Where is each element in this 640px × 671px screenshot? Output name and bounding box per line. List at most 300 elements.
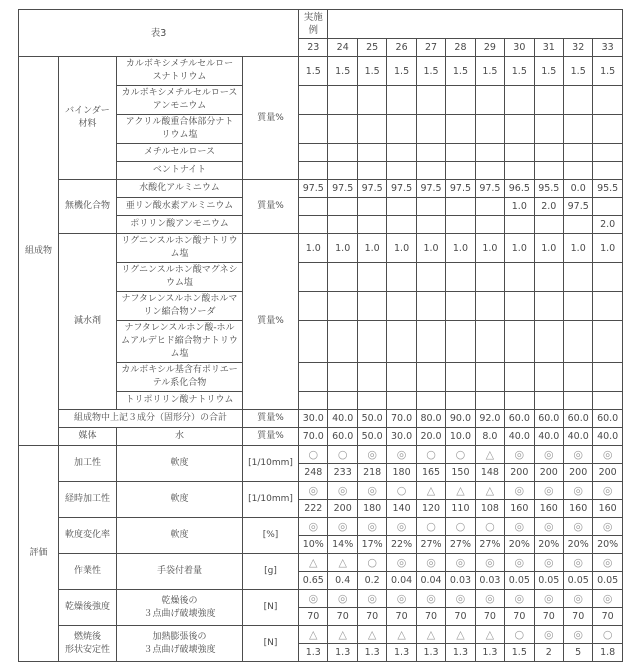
value-cell (387, 115, 416, 144)
value-cell: 60.0 (505, 410, 534, 428)
value-cell (416, 144, 445, 162)
example-column-header-32: 32 (563, 39, 592, 57)
grade-cell: ◎ (446, 554, 475, 572)
unit-cell: [g] (243, 554, 299, 590)
value-cell (416, 263, 445, 292)
value-cell (328, 86, 357, 115)
grade-cell: ◎ (563, 590, 592, 608)
value-cell: 70 (563, 608, 592, 626)
value-cell (475, 162, 504, 180)
grade-cell: △ (416, 626, 445, 644)
grade-cell: ◎ (534, 482, 563, 500)
value-cell (534, 86, 563, 115)
value-cell (446, 144, 475, 162)
value-cell: 1.3 (446, 644, 475, 662)
value-cell: 40.0 (328, 410, 357, 428)
grade-cell: ◎ (357, 590, 386, 608)
substance-name: カルボキシル基含有ポリエー テル系化合物 (117, 363, 243, 392)
value-cell: 0.05 (534, 572, 563, 590)
value-cell: 160 (563, 500, 592, 518)
value-cell: 180 (357, 500, 386, 518)
eval-category: 経時加工性 (59, 482, 117, 518)
substance-name: メチルセルロース (117, 144, 243, 162)
value-cell (387, 86, 416, 115)
value-cell (387, 263, 416, 292)
substance-name: リグニンスルホン酸ナトリウ ム塩 (117, 234, 243, 263)
value-cell (505, 363, 534, 392)
value-cell: 1.0 (563, 234, 592, 263)
grade-cell: △ (475, 626, 504, 644)
value-cell: 5 (563, 644, 592, 662)
grade-cell: ◎ (505, 554, 534, 572)
value-cell: 150 (446, 464, 475, 482)
grade-cell: ◎ (563, 446, 592, 464)
value-cell: 1.0 (357, 234, 386, 263)
value-cell (475, 115, 504, 144)
eval-item: 軟度 (117, 518, 243, 554)
value-cell: 0.03 (475, 572, 504, 590)
value-cell: 50.0 (357, 410, 386, 428)
grade-cell: ◎ (563, 626, 592, 644)
value-cell (505, 115, 534, 144)
value-cell (328, 392, 357, 410)
grade-cell: ◎ (534, 446, 563, 464)
value-cell: 1.5 (446, 57, 475, 86)
value-cell (416, 292, 445, 321)
value-cell (475, 292, 504, 321)
value-cell: 200 (328, 500, 357, 518)
value-cell (505, 292, 534, 321)
value-cell (299, 392, 328, 410)
value-cell: 70.0 (387, 410, 416, 428)
value-cell (357, 363, 386, 392)
value-cell (328, 321, 357, 363)
value-cell (534, 144, 563, 162)
value-cell (446, 292, 475, 321)
value-cell (357, 115, 386, 144)
value-cell: 1.0 (387, 234, 416, 263)
value-cell (446, 86, 475, 115)
grade-cell: ◎ (563, 518, 592, 536)
value-cell (416, 115, 445, 144)
value-cell (446, 321, 475, 363)
value-cell: 1.3 (328, 644, 357, 662)
value-cell (475, 198, 504, 216)
grade-cell: ◎ (534, 590, 563, 608)
value-cell: 60.0 (593, 410, 622, 428)
eval-item: 加熱膨張後の ３点曲げ破壊強度 (117, 626, 243, 662)
value-cell (387, 162, 416, 180)
value-cell: 1.5 (475, 57, 504, 86)
value-cell: 20.0 (416, 428, 445, 446)
value-cell (387, 198, 416, 216)
value-cell (416, 392, 445, 410)
substance-name: トリポリリン酸ナトリウム (117, 392, 243, 410)
value-cell: 10% (299, 536, 328, 554)
value-cell (328, 363, 357, 392)
value-cell: 1.0 (475, 234, 504, 263)
value-cell (593, 392, 622, 410)
grade-cell: ◎ (593, 554, 622, 572)
value-cell: 27% (475, 536, 504, 554)
unit-cell: 質量% (243, 410, 299, 428)
value-cell (563, 144, 592, 162)
grade-cell: ○ (505, 626, 534, 644)
grade-cell: ◎ (505, 446, 534, 464)
grade-cell: ○ (387, 482, 416, 500)
value-cell (505, 144, 534, 162)
grade-cell: △ (299, 626, 328, 644)
grade-cell: ○ (446, 446, 475, 464)
value-cell (299, 162, 328, 180)
grade-cell: △ (416, 482, 445, 500)
grade-cell: ◎ (416, 590, 445, 608)
value-cell (357, 198, 386, 216)
value-cell: 180 (387, 464, 416, 482)
value-cell: 1.0 (328, 234, 357, 263)
value-cell (563, 115, 592, 144)
value-cell: 110 (446, 500, 475, 518)
grade-cell: ◎ (475, 590, 504, 608)
value-cell (416, 86, 445, 115)
example-column-header-29: 29 (475, 39, 504, 57)
value-cell (357, 162, 386, 180)
value-cell (328, 216, 357, 234)
value-cell: 20% (563, 536, 592, 554)
value-cell (328, 292, 357, 321)
value-cell: 97.5 (446, 180, 475, 198)
substance-name: ポリリン酸アンモニウム (117, 216, 243, 234)
value-cell: 1.5 (505, 644, 534, 662)
grade-cell: △ (387, 626, 416, 644)
value-cell: 1.0 (534, 234, 563, 263)
substance-name: アクリル酸重合体部分ナト リウム塩 (117, 115, 243, 144)
value-cell: 165 (416, 464, 445, 482)
value-cell (563, 162, 592, 180)
value-cell: 97.5 (357, 180, 386, 198)
value-cell: 248 (299, 464, 328, 482)
value-cell: 0.05 (505, 572, 534, 590)
unit-cell: 質量% (243, 428, 299, 446)
value-cell: 0.0 (563, 180, 592, 198)
grade-cell: ○ (446, 518, 475, 536)
eval-category: 乾燥後強度 (59, 590, 117, 626)
value-cell (446, 198, 475, 216)
value-cell: 108 (475, 500, 504, 518)
unit-cell: 質量% (243, 180, 299, 234)
value-cell (475, 363, 504, 392)
value-cell: 200 (593, 464, 622, 482)
grade-cell: ◎ (387, 446, 416, 464)
value-cell: 140 (387, 500, 416, 518)
value-cell: 1.8 (593, 644, 622, 662)
value-cell (387, 321, 416, 363)
value-cell: 20% (534, 536, 563, 554)
unit-cell: [%] (243, 518, 299, 554)
grade-cell: ◎ (387, 590, 416, 608)
value-cell: 1.0 (505, 198, 534, 216)
substance-name: 水 (117, 428, 243, 446)
value-cell: 20% (593, 536, 622, 554)
value-cell (299, 144, 328, 162)
group-inorganic: 無機化合物 (59, 180, 117, 234)
eval-category: 燃焼後 形状安定性 (59, 626, 117, 662)
unit-cell: [1/10mm] (243, 446, 299, 482)
value-cell (357, 216, 386, 234)
value-cell: 80.0 (416, 410, 445, 428)
grade-cell: ◎ (593, 590, 622, 608)
value-cell (563, 363, 592, 392)
value-cell: 97.5 (387, 180, 416, 198)
value-cell: 97.5 (328, 180, 357, 198)
value-cell: 1.5 (534, 57, 563, 86)
grade-cell: ◎ (505, 518, 534, 536)
grade-cell: ◎ (328, 518, 357, 536)
value-cell (299, 86, 328, 115)
value-cell: 10.0 (446, 428, 475, 446)
value-cell: 148 (475, 464, 504, 482)
value-cell: 1.3 (387, 644, 416, 662)
unit-cell: [1/10mm] (243, 482, 299, 518)
value-cell: 0.05 (563, 572, 592, 590)
value-cell: 14% (328, 536, 357, 554)
examples-group-header: 実施例 (299, 10, 328, 39)
value-cell (328, 162, 357, 180)
unit-cell: [N] (243, 626, 299, 662)
value-cell: 40.0 (505, 428, 534, 446)
grade-cell: ○ (328, 446, 357, 464)
value-cell: 1.5 (328, 57, 357, 86)
grade-cell: ◎ (563, 482, 592, 500)
grade-cell: △ (446, 482, 475, 500)
value-cell (357, 292, 386, 321)
grade-cell: ◎ (563, 554, 592, 572)
value-cell: 70 (328, 608, 357, 626)
value-cell: 222 (299, 500, 328, 518)
grade-cell: ◎ (387, 518, 416, 536)
value-cell (357, 321, 386, 363)
value-cell (328, 115, 357, 144)
value-cell (505, 86, 534, 115)
eval-item: 軟度 (117, 482, 243, 518)
grade-cell: ◎ (299, 482, 328, 500)
value-cell: 160 (593, 500, 622, 518)
value-cell (534, 321, 563, 363)
value-cell (593, 292, 622, 321)
example-column-header-26: 26 (387, 39, 416, 57)
grade-cell: ◎ (505, 590, 534, 608)
example-column-header-30: 30 (505, 39, 534, 57)
value-cell: 1.5 (357, 57, 386, 86)
grade-cell: △ (357, 626, 386, 644)
value-cell: 60.0 (534, 410, 563, 428)
total-row-label: 組成物中上記３成分（固形分）の合計 (59, 410, 243, 428)
grade-cell: ◎ (475, 554, 504, 572)
value-cell (593, 363, 622, 392)
value-cell (328, 144, 357, 162)
value-cell: 0.65 (299, 572, 328, 590)
grade-cell: △ (446, 626, 475, 644)
value-cell: 70 (534, 608, 563, 626)
value-cell: 0.05 (593, 572, 622, 590)
value-cell (387, 292, 416, 321)
grade-cell: ◎ (593, 518, 622, 536)
value-cell: 40.0 (563, 428, 592, 446)
value-cell: 120 (416, 500, 445, 518)
unit-cell: 質量% (243, 57, 299, 180)
value-cell (328, 263, 357, 292)
example-column-header-25: 25 (357, 39, 386, 57)
value-cell (387, 392, 416, 410)
value-cell: 1.5 (563, 57, 592, 86)
value-cell: 1.0 (593, 234, 622, 263)
value-cell: 2.0 (534, 198, 563, 216)
substance-name: 水酸化アルミニウム (117, 180, 243, 198)
value-cell: 1.3 (357, 644, 386, 662)
substance-name: ナフタレンスルホン酸-ホル ムアルデヒド縮合物ナトリウ ム塩 (117, 321, 243, 363)
grade-cell: ○ (357, 554, 386, 572)
value-cell: 30.0 (387, 428, 416, 446)
value-cell (299, 115, 328, 144)
value-cell (328, 198, 357, 216)
value-cell: 1.5 (505, 57, 534, 86)
grade-cell: ◎ (299, 590, 328, 608)
grade-cell: ◎ (357, 482, 386, 500)
grade-cell: △ (328, 626, 357, 644)
value-cell: 200 (534, 464, 563, 482)
grade-cell: ◎ (593, 482, 622, 500)
value-cell: 50.0 (357, 428, 386, 446)
example-column-header-31: 31 (534, 39, 563, 57)
value-cell (534, 216, 563, 234)
value-cell: 95.5 (593, 180, 622, 198)
value-cell: 20% (505, 536, 534, 554)
value-cell (416, 216, 445, 234)
value-cell: 97.5 (299, 180, 328, 198)
value-cell (505, 392, 534, 410)
group-composition: 組成物 (19, 57, 59, 446)
value-cell: 70 (299, 608, 328, 626)
value-cell: 1.0 (446, 234, 475, 263)
eval-category: 軟度変化率 (59, 518, 117, 554)
value-cell: 70 (505, 608, 534, 626)
value-cell (534, 263, 563, 292)
value-cell (475, 263, 504, 292)
value-cell: 0.2 (357, 572, 386, 590)
grade-cell: ◎ (328, 590, 357, 608)
value-cell (593, 162, 622, 180)
value-cell: 200 (505, 464, 534, 482)
value-cell (357, 263, 386, 292)
substance-name: ベントナイト (117, 162, 243, 180)
value-cell: 160 (505, 500, 534, 518)
value-cell: 97.5 (475, 180, 504, 198)
value-cell (299, 263, 328, 292)
grade-cell: ○ (416, 446, 445, 464)
value-cell: 70.0 (299, 428, 328, 446)
grade-cell: ◎ (505, 482, 534, 500)
value-cell: 0.04 (416, 572, 445, 590)
value-cell (534, 162, 563, 180)
eval-category: 加工性 (59, 446, 117, 482)
value-cell: 1.3 (475, 644, 504, 662)
value-cell (563, 321, 592, 363)
grade-cell: ○ (299, 446, 328, 464)
example-column-header-23: 23 (299, 39, 328, 57)
example-column-header-27: 27 (416, 39, 445, 57)
value-cell (387, 363, 416, 392)
group-reducer: 減水剤 (59, 234, 117, 410)
value-cell: 40.0 (593, 428, 622, 446)
value-cell: 70 (387, 608, 416, 626)
eval-item: 手袋付着量 (117, 554, 243, 590)
value-cell: 8.0 (475, 428, 504, 446)
value-cell: 60.0 (328, 428, 357, 446)
value-cell: 1.3 (299, 644, 328, 662)
grade-cell: ◎ (416, 554, 445, 572)
eval-item: 乾燥後の ３点曲げ破壊強度 (117, 590, 243, 626)
value-cell (446, 162, 475, 180)
value-cell (416, 363, 445, 392)
value-cell (475, 216, 504, 234)
grade-cell: △ (475, 482, 504, 500)
value-cell (563, 86, 592, 115)
grade-cell: ◎ (357, 518, 386, 536)
value-cell: 70 (357, 608, 386, 626)
value-cell (387, 216, 416, 234)
grade-cell: ◎ (357, 446, 386, 464)
eval-item: 軟度 (117, 446, 243, 482)
value-cell: 218 (357, 464, 386, 482)
value-cell: 97.5 (563, 198, 592, 216)
value-cell: 70 (475, 608, 504, 626)
patent-table-3 (18, 9, 623, 662)
substance-name: 亜リン酸水素アルミニウム (117, 198, 243, 216)
value-cell (299, 216, 328, 234)
example-column-header-24: 24 (328, 39, 357, 57)
value-cell (534, 292, 563, 321)
value-cell: 96.5 (505, 180, 534, 198)
value-cell: 95.5 (534, 180, 563, 198)
value-cell (534, 115, 563, 144)
value-cell (593, 263, 622, 292)
value-cell (563, 263, 592, 292)
value-cell: 1.5 (387, 57, 416, 86)
value-cell (563, 216, 592, 234)
value-cell (475, 392, 504, 410)
substance-name: ナフタレンスルホン酸ホルマ リン縮合物ソーダ (117, 292, 243, 321)
value-cell (416, 162, 445, 180)
value-cell: 30.0 (299, 410, 328, 428)
value-cell: 90.0 (446, 410, 475, 428)
value-cell (505, 263, 534, 292)
value-cell (357, 392, 386, 410)
substance-name: カルボキシメチルセルロー スナトリウム (117, 57, 243, 86)
value-cell: 0.04 (387, 572, 416, 590)
value-cell: 1.0 (505, 234, 534, 263)
value-cell: 0.4 (328, 572, 357, 590)
example-column-header-33: 33 (593, 39, 622, 57)
grade-cell: ○ (416, 518, 445, 536)
value-cell: 1.0 (299, 234, 328, 263)
grade-cell: ◎ (534, 518, 563, 536)
value-cell: 70 (446, 608, 475, 626)
value-cell (475, 144, 504, 162)
value-cell: 2.0 (593, 216, 622, 234)
value-cell: 17% (357, 536, 386, 554)
value-cell (534, 392, 563, 410)
grade-cell: ◎ (593, 446, 622, 464)
